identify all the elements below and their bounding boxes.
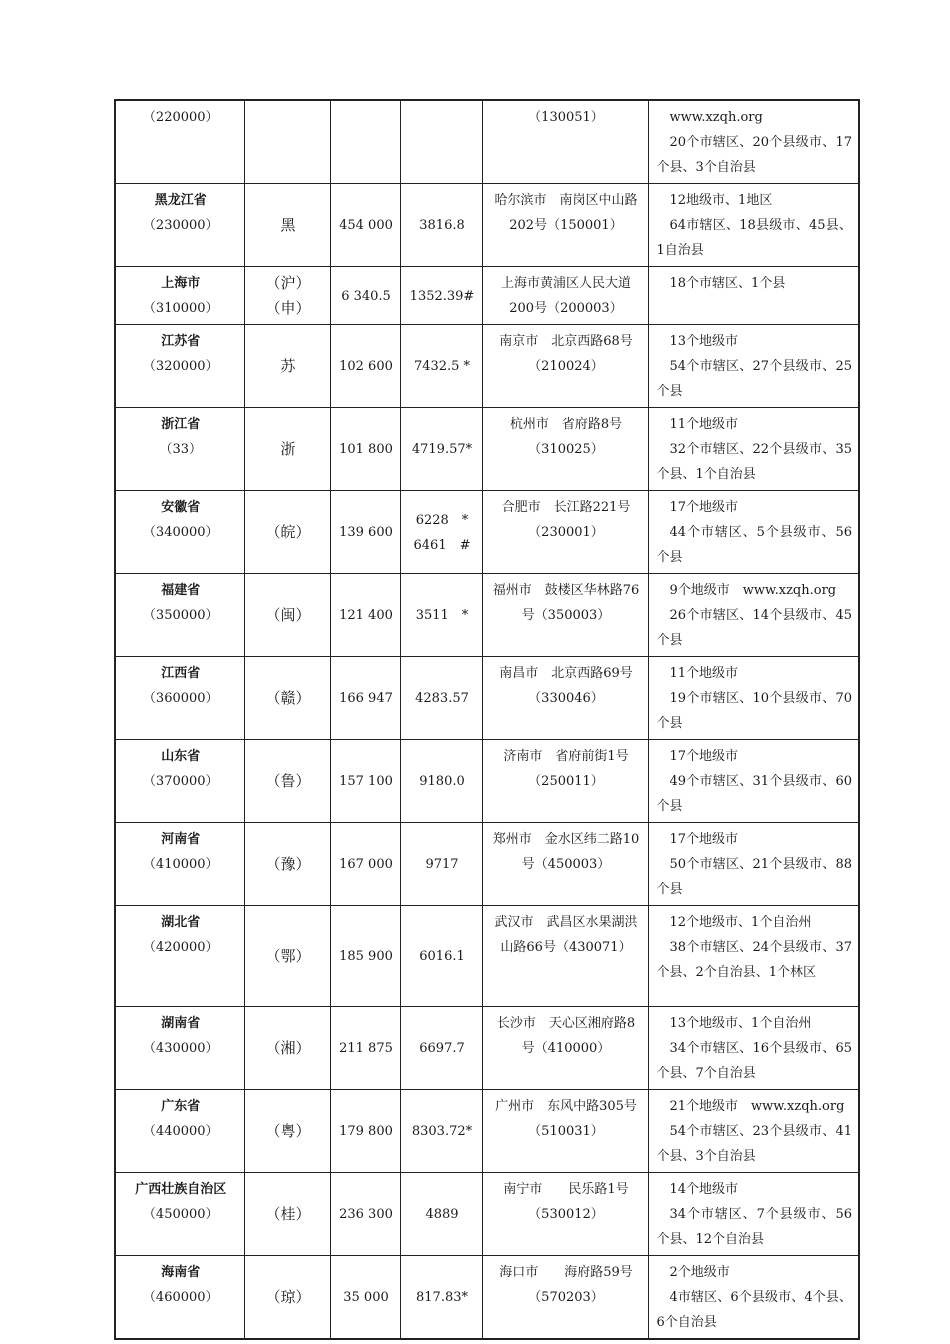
province-name: 湖北省 bbox=[161, 915, 201, 930]
subdivision-cell bbox=[648, 1173, 859, 1256]
subdivision-line: 17个地级市 bbox=[669, 832, 739, 847]
area-cell bbox=[330, 100, 400, 184]
table-row bbox=[115, 574, 859, 657]
subdivision-line: 13个地级市 bbox=[669, 334, 739, 349]
subdivision-line: 38个市辖区、24个县级市、37个县、2个自治县、1个林区 bbox=[656, 940, 852, 980]
subdivision-line: 12个地级市、1个自治州 bbox=[669, 915, 812, 930]
subdivision-cell bbox=[648, 906, 859, 1007]
province-cell bbox=[115, 491, 244, 574]
province-cell bbox=[115, 1173, 244, 1256]
province-name: 山东省 bbox=[161, 749, 201, 764]
table-row bbox=[115, 1256, 859, 1340]
population-cell: 8303.72* bbox=[400, 1090, 482, 1173]
subdivision-line: 21个地级市 www.xzqh.org bbox=[669, 1099, 845, 1114]
subdivision-line: 17个地级市 bbox=[669, 500, 739, 515]
subdivision-line: 13个地级市、1个自治州 bbox=[669, 1016, 812, 1031]
abbreviation-cell: （鲁） bbox=[244, 740, 330, 823]
division-code: （220000） bbox=[142, 110, 219, 125]
province-cell bbox=[115, 184, 244, 267]
address-cell: 福州市 鼓楼区华林路76号（350003） bbox=[482, 574, 648, 657]
area-cell: 157 100 bbox=[330, 740, 400, 823]
province-cell bbox=[115, 1256, 244, 1340]
province-cell bbox=[115, 740, 244, 823]
abbreviation-cell: （皖） bbox=[244, 491, 330, 574]
division-code: （340000） bbox=[142, 525, 219, 540]
table-row bbox=[115, 657, 859, 740]
province-cell bbox=[115, 267, 244, 325]
province-cell bbox=[115, 408, 244, 491]
address-cell: （130051） bbox=[482, 100, 648, 184]
subdivision-cell bbox=[648, 325, 859, 408]
address-cell: 南昌市 北京西路69号（330046） bbox=[482, 657, 648, 740]
address-cell: 杭州市 省府路8号（310025） bbox=[482, 408, 648, 491]
abbreviation-cell: 苏 bbox=[244, 325, 330, 408]
province-name: 江苏省 bbox=[161, 334, 201, 349]
subdivision-cell bbox=[648, 491, 859, 574]
subdivision-cell bbox=[648, 267, 859, 325]
subdivision-line: 2个地级市 bbox=[669, 1265, 730, 1280]
division-code: （310000） bbox=[142, 301, 219, 316]
province-cell bbox=[115, 906, 244, 1007]
table-row bbox=[115, 823, 859, 906]
province-name: 海南省 bbox=[161, 1265, 201, 1280]
province-name: 广西壮族自治区 bbox=[135, 1182, 227, 1197]
province-cell bbox=[115, 823, 244, 906]
table-row bbox=[115, 1090, 859, 1173]
division-code: （410000） bbox=[142, 857, 219, 872]
province-cell bbox=[115, 100, 244, 184]
subdivision-line: 64市辖区、18县级市、45县、1自治县 bbox=[656, 218, 852, 258]
table-row bbox=[115, 906, 859, 1007]
area-cell: 102 600 bbox=[330, 325, 400, 408]
division-code: （230000） bbox=[142, 218, 219, 233]
area-cell: 35 000 bbox=[330, 1256, 400, 1340]
subdivision-line: 17个地级市 bbox=[669, 749, 739, 764]
population-cell: 817.83* bbox=[400, 1256, 482, 1340]
address-cell: 南京市 北京西路68号（210024） bbox=[482, 325, 648, 408]
division-code: （33） bbox=[159, 442, 203, 457]
division-code: （360000） bbox=[142, 691, 219, 706]
subdivision-cell bbox=[648, 408, 859, 491]
area-cell: 121 400 bbox=[330, 574, 400, 657]
province-name: 湖南省 bbox=[161, 1016, 201, 1031]
population-cell: 3511 * bbox=[400, 574, 482, 657]
subdivision-line: www.xzqh.org bbox=[669, 110, 763, 125]
subdivision-cell bbox=[648, 100, 859, 184]
address-cell: 上海市黄浦区人民大道200号（200003） bbox=[482, 267, 648, 325]
area-cell: 167 000 bbox=[330, 823, 400, 906]
population-cell bbox=[400, 100, 482, 184]
division-code: （320000） bbox=[142, 359, 219, 374]
division-code: （350000） bbox=[142, 608, 219, 623]
abbreviation-cell: 黑 bbox=[244, 184, 330, 267]
subdivision-line: 34个市辖区、16个县级市、65个县、7个自治县 bbox=[656, 1041, 852, 1081]
area-cell: 179 800 bbox=[330, 1090, 400, 1173]
subdivision-line: 20个市辖区、20个县级市、17个县、3个自治县 bbox=[656, 135, 852, 175]
subdivision-cell bbox=[648, 1256, 859, 1340]
area-cell: 6 340.5 bbox=[330, 267, 400, 325]
area-cell: 139 600 bbox=[330, 491, 400, 574]
population-cell: 6697.7 bbox=[400, 1007, 482, 1090]
abbreviation-cell: （沪）（申） bbox=[244, 267, 330, 325]
area-cell: 185 900 bbox=[330, 906, 400, 1007]
table-row bbox=[115, 1007, 859, 1090]
population-cell: 4889 bbox=[400, 1173, 482, 1256]
province-cell bbox=[115, 657, 244, 740]
population-cell: 4283.57 bbox=[400, 657, 482, 740]
division-code: （370000） bbox=[142, 774, 219, 789]
population-cell: 6228 * 6461 # bbox=[400, 491, 482, 574]
subdivision-line: 34个市辖区、7个县级市、56个县、12个自治县 bbox=[656, 1207, 852, 1247]
area-cell: 101 800 bbox=[330, 408, 400, 491]
province-name: 黑龙江省 bbox=[154, 193, 207, 208]
subdivision-line: 11个地级市 bbox=[669, 417, 739, 432]
table-row bbox=[115, 1173, 859, 1256]
table-row bbox=[115, 184, 859, 267]
subdivision-cell bbox=[648, 1090, 859, 1173]
division-code: （440000） bbox=[142, 1124, 219, 1139]
population-cell: 4719.57* bbox=[400, 408, 482, 491]
province-name: 浙江省 bbox=[161, 417, 201, 432]
address-cell: 广州市 东风中路305号（510031） bbox=[482, 1090, 648, 1173]
population-cell: 9180.0 bbox=[400, 740, 482, 823]
table-row bbox=[115, 100, 859, 184]
table-row bbox=[115, 267, 859, 325]
abbreviation-cell: （闽） bbox=[244, 574, 330, 657]
subdivision-line: 32个市辖区、22个县级市、35个县、1个自治县 bbox=[656, 442, 852, 482]
subdivision-line: 11个地级市 bbox=[669, 666, 739, 681]
population-cell: 9717 bbox=[400, 823, 482, 906]
abbreviation-cell: （赣） bbox=[244, 657, 330, 740]
province-name: 福建省 bbox=[161, 583, 201, 598]
table-row bbox=[115, 408, 859, 491]
subdivision-line: 44个市辖区、5个县级市、56个县 bbox=[656, 525, 852, 565]
abbreviation-cell: （豫） bbox=[244, 823, 330, 906]
address-cell: 郑州市 金水区纬二路10号（450003） bbox=[482, 823, 648, 906]
population-cell: 1352.39# bbox=[400, 267, 482, 325]
subdivision-cell bbox=[648, 1007, 859, 1090]
abbreviation-cell bbox=[244, 100, 330, 184]
address-cell: 南宁市 民乐路1号（530012） bbox=[482, 1173, 648, 1256]
address-cell: 济南市 省府前街1号（250011） bbox=[482, 740, 648, 823]
address-cell: 海口市 海府路59号（570203） bbox=[482, 1256, 648, 1340]
subdivision-line: 19个市辖区、10个县级市、70个县 bbox=[656, 691, 852, 731]
address-cell: 长沙市 天心区湘府路8号（410000） bbox=[482, 1007, 648, 1090]
subdivision-line: 9个地级市 www.xzqh.org bbox=[669, 583, 837, 598]
abbreviation-cell: （桂） bbox=[244, 1173, 330, 1256]
table-row bbox=[115, 325, 859, 408]
province-cell bbox=[115, 1007, 244, 1090]
subdivision-line: 50个市辖区、21个县级市、88个县 bbox=[656, 857, 852, 897]
subdivision-line: 54个市辖区、23个县级市、41个县、3个自治县 bbox=[656, 1124, 852, 1164]
area-cell: 166 947 bbox=[330, 657, 400, 740]
area-cell: 236 300 bbox=[330, 1173, 400, 1256]
subdivision-cell bbox=[648, 823, 859, 906]
address-cell: 哈尔滨市 南岗区中山路202号（150001） bbox=[482, 184, 648, 267]
province-cell bbox=[115, 1090, 244, 1173]
abbreviation-cell: （鄂） bbox=[244, 906, 330, 1007]
subdivision-cell bbox=[648, 574, 859, 657]
abbreviation-cell: （粤） bbox=[244, 1090, 330, 1173]
table-row bbox=[115, 740, 859, 823]
subdivision-line: 49个市辖区、31个县级市、60个县 bbox=[656, 774, 852, 814]
division-code: （450000） bbox=[142, 1207, 219, 1222]
division-code: （420000） bbox=[142, 940, 219, 955]
province-name: 河南省 bbox=[161, 832, 201, 847]
subdivision-cell bbox=[648, 184, 859, 267]
subdivision-line: 18个市辖区、1个县 bbox=[669, 276, 786, 291]
division-code: （460000） bbox=[142, 1290, 219, 1305]
population-cell: 7432.5 * bbox=[400, 325, 482, 408]
population-cell: 3816.8 bbox=[400, 184, 482, 267]
population-cell: 6016.1 bbox=[400, 906, 482, 1007]
province-cell bbox=[115, 574, 244, 657]
abbreviation-cell: （湘） bbox=[244, 1007, 330, 1090]
subdivision-line: 54个市辖区、27个县级市、25个县 bbox=[656, 359, 852, 399]
address-cell: 武汉市 武昌区水果湖洪山路66号（430071） bbox=[482, 906, 648, 1007]
province-name: 广东省 bbox=[161, 1099, 201, 1114]
abbreviation-cell: 浙 bbox=[244, 408, 330, 491]
subdivision-cell bbox=[648, 657, 859, 740]
address-cell: 合肥市 长江路221号（230001） bbox=[482, 491, 648, 574]
abbreviation-cell: （琼） bbox=[244, 1256, 330, 1340]
province-cell bbox=[115, 325, 244, 408]
area-cell: 454 000 bbox=[330, 184, 400, 267]
subdivision-line: 4市辖区、6个县级市、4个县、6个自治县 bbox=[656, 1290, 852, 1330]
division-table bbox=[114, 99, 860, 1340]
province-name: 上海市 bbox=[161, 276, 201, 291]
area-cell: 211 875 bbox=[330, 1007, 400, 1090]
table-row bbox=[115, 491, 859, 574]
province-name: 安徽省 bbox=[161, 500, 201, 515]
division-code: （430000） bbox=[142, 1041, 219, 1056]
province-name: 江西省 bbox=[161, 666, 201, 681]
subdivision-line: 14个地级市 bbox=[669, 1182, 739, 1197]
subdivision-cell bbox=[648, 740, 859, 823]
subdivision-line: 26个市辖区、14个县级市、45个县 bbox=[656, 608, 852, 648]
subdivision-line: 12地级市、1地区 bbox=[669, 193, 773, 208]
